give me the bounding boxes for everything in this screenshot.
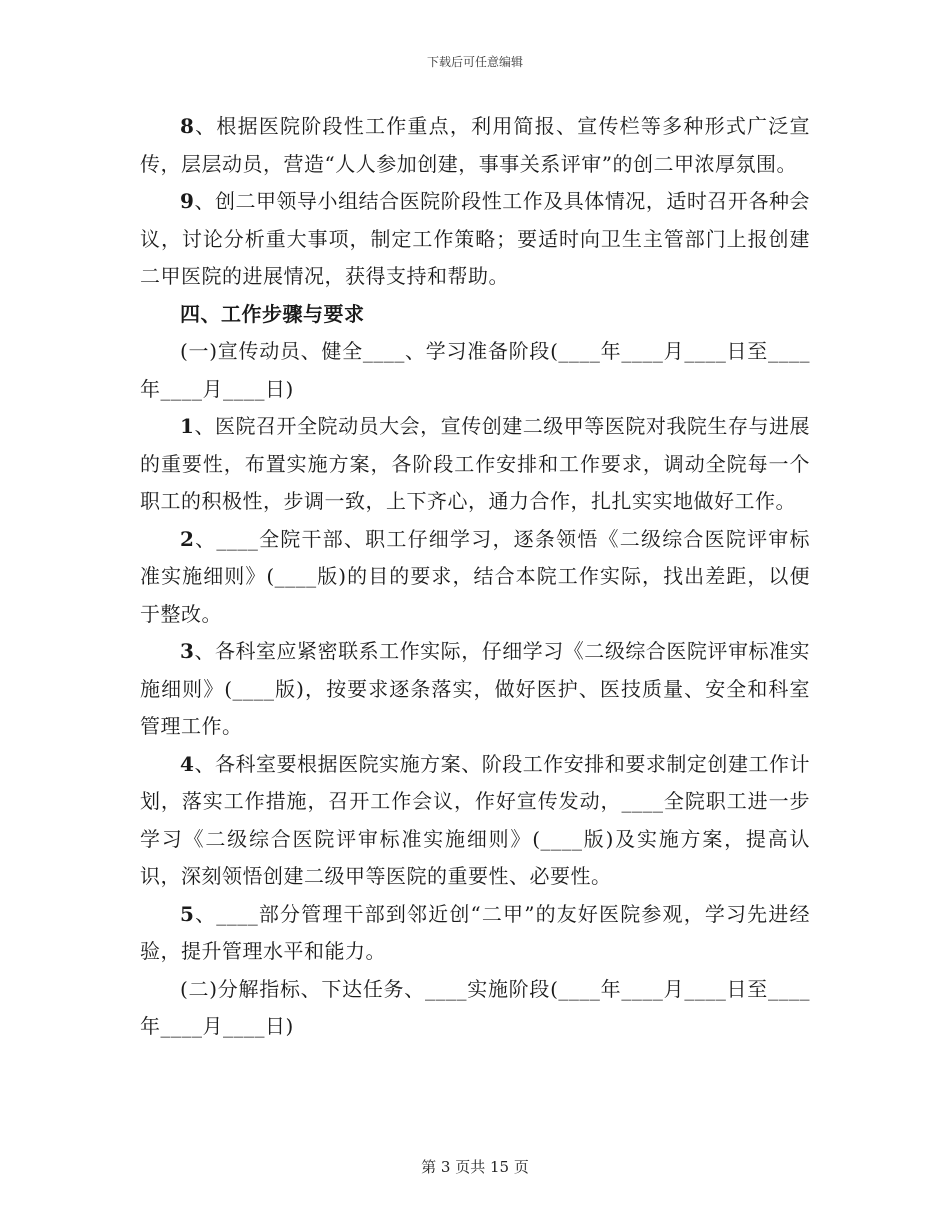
paragraph-5 [140, 896, 810, 971]
paragraph-text: 、根据医院阶段性工作重点，利用简报、宣传栏等多种形式广泛宣传，层层动员，营造“人人参加创建，事事关系评审”的创二甲浓厚氛围。 [140, 114, 810, 176]
item-number: 3 [180, 639, 195, 663]
paragraph-4 [140, 746, 810, 896]
paragraph-1 [140, 408, 810, 521]
item-number: 5 [180, 901, 195, 926]
paragraph-3 [140, 633, 810, 746]
phase-one-heading [140, 333, 810, 408]
paragraph-text: 、各科室要根据医院实施方案、阶段工作安排和要求制定创建工作计划，落实工作措施，召开工作会议，作好宣传发动，____全院职工进一步学习《二级综合医院评审标准实施细则》(____版)及实施方案，提高认识，深刻领悟创建二级甲等医院的重要性、必要性。 [140, 751, 810, 888]
paragraph-text: (二)分解指标、下达任务、____实施阶段(____年____月____日至____年____月____日) [140, 976, 810, 1038]
page-footer: 第 3 页共 15 页 [421, 1158, 529, 1176]
page-header: 下载后可任意编辑 [426, 55, 523, 69]
document-body [140, 108, 810, 1046]
item-number: 8 [180, 114, 195, 138]
item-number: 4 [180, 751, 195, 776]
item-number: 9 [180, 189, 195, 213]
phase-two-heading [140, 971, 810, 1046]
paragraph-9 [140, 183, 810, 296]
paragraph-text: 、____全院干部、职工仔细学习，逐条领悟《二级综合医院评审标准实施细则》(____版)的目的要求，结合本院工作实际，找出差距，以便于整改。 [140, 526, 810, 626]
paragraph-2 [140, 521, 810, 634]
paragraph-text: (一)宣传动员、健全____、学习准备阶段(____年____月____日至____年____月____日) [140, 339, 810, 401]
section-heading-text: 四、工作步骤与要求 [180, 301, 365, 326]
item-number: 2 [180, 526, 195, 551]
paragraph-text: 、各科室应紧密联系工作实际，仔细学习《二级综合医院评审标准实施细则》(____版)，按要求逐条落实，做好医护、医技质量、安全和科室管理工作。 [140, 639, 810, 738]
paragraph-text: 、____部分管理干部到邻近创“二甲”的友好医院参观，学习先进经验，提升管理水平和能力。 [140, 901, 810, 963]
paragraph-8 [140, 108, 810, 183]
section-heading [140, 296, 810, 334]
paragraph-text: 、医院召开全院动员大会，宣传创建二级甲等医院对我院生存与进展的重要性，布置实施方案，各阶段工作安排和工作要求，调动全院每一个职工的积极性，步调一致，上下齐心，通力合作，扎扎实实地做好工作。 [140, 414, 810, 513]
item-number: 1 [180, 414, 195, 438]
paragraph-text: 、创二甲领导小组结合医院阶段性工作及具体情况，适时召开各种会议，讨论分析重大事项，制定工作策略；要适时向卫生主管部门上报创建二甲医院的进展情况，获得支持和帮助。 [140, 189, 810, 288]
